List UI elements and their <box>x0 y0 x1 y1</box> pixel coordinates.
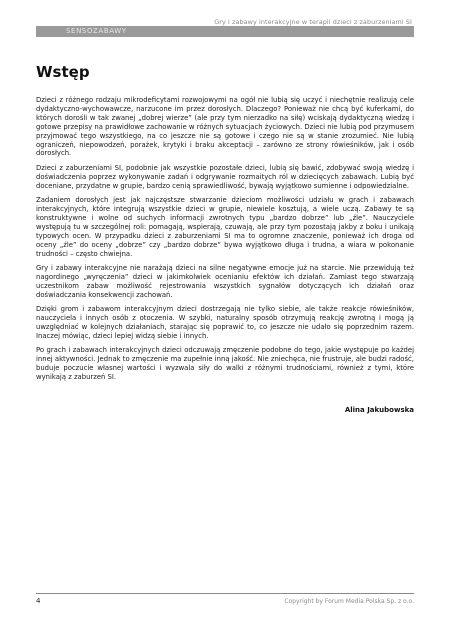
running-head: Gry i zabawy interakcyjne w terapii dzieci z zaburzeniami SI <box>214 18 412 26</box>
paragraph: Gry i zabawy interakcyjne nie narażają dzieci na silne negatywne emocje już na starcie. Nie przewidują też nagordinego „wyręczenia” dzieci w jakimkolwiek ocenianiu efektów ich działań. Zamiast tego stwarzają uczestnikom zabaw możliwość rejestrowania wszystkich sygnałów dotyczących ich działań oraz doświadczania konsekwencji zachowań. <box>36 263 414 299</box>
footer-divider <box>36 593 414 594</box>
paragraph: Dzieci z różnego rodzaju mikrodeficytami rozwojowymi na ogół nie lubią się uczyć i niechętnie realizują cele dydaktyczno-wychowawcze, narzucone im przez dorosłych. Dlaczego? Ponieważ nie chcą być kuferkami, do których dorośli w tak zwanej „dobrej wierze” (ale przy tym nierzadko na siłę) wciskają dydaktyczną wiedzę i gotowe przepisy na prawidłowe zachowanie w różnych sytuacjach życiowych. Dzieci nie lubią pod przymusem przyjmować tego wszystkiego, na co jeszcze nie są gotowe i czego nie są w stanie zrozumieć. Nie lubią ograniczeń, niepowodzeń, porażek, krytyki i braku akceptacji – zarówno ze strony rówieśników, jak i osób dorosłych. <box>36 96 414 158</box>
copyright-notice: Copyright by Forum Media Polska Sp. z o.o. <box>284 598 414 605</box>
page-title: Wstęp <box>36 63 90 81</box>
paragraph: Zadaniem dorosłych jest jak najczęstsze stwarzanie dzieciom możliwości udziału w grach i zabawach interakcyjnych, które integrują wszystkie dzieci w grupie, niewiele kosztują, a wiele uczą. Zabawy te są konstruktywne i wolne od suchych informacji zwrotnych typu „bardzo dobrze” lub „źle”. Nauczyciele występują tu w szczególnej roli: pomagają, wspierają, czuwają, ale przy tym pozostają jakby z boku i unikają typowych ocen. W przypadku dzieci z zaburzeniami SI ma to ogromne znaczenie, ponieważ ich droga od oceny „źle” do oceny „dobrze” czy „bardzo dobrze” bywa wyjątkowo długa i trudna, a wiara w pokonanie trudności – często chwiejna. <box>36 196 414 258</box>
paragraph: Po grach i zabawach interakcyjnych dzieci odczuwają zmęczenie podobne do tego, jakie występuje po każdej innej aktywności. Jednak to zmęczenie ma zupełnie inną jakość. Nie zniechęca, nie frustruje, ale budzi radość, buduje poczucie własnej wartości i wyzwala siły do walki z różnymi trudnościami, również z tymi, które wynikają z zaburzeń SI. <box>36 346 414 381</box>
article-body <box>36 96 414 387</box>
author-signature: Alina Jakubowska <box>344 406 414 414</box>
section-banner <box>36 26 414 37</box>
paragraph: Dzieci z zaburzeniami SI, podobnie jak wszystkie pozostałe dzieci, lubią się bawić, zdobywać swoją wiedzę i doświadczenia poprzez wykonywanie zadań i odgrywanie rozmaitych ról w dziecięcych zabawach. Lubią być doceniane, przydatne w grupie, bardzo cenią sprawiedliwość, bywają wyjątkowo sumienne i odpowiedzialne. <box>36 163 414 190</box>
paragraph: Dzięki grom i zabawom interakcyjnym dzieci dostrzegają nie tylko siebie, ale także reakcje rówieśników, nauczyciela i innych osób z otoczenia. W szybki, naturalny sposób otrzymują reakcję zwrotną i mogą ją uwzględniać w kolejnych działaniach, starając się poprawić to, co jeszcze nie udało się poprzednim razem. Inaczej mówiąc, dzieci lepiej widzą siebie i innych. <box>36 305 414 340</box>
page-number: 4 <box>36 597 41 605</box>
section-label: SENSOZABAWY <box>66 27 127 35</box>
